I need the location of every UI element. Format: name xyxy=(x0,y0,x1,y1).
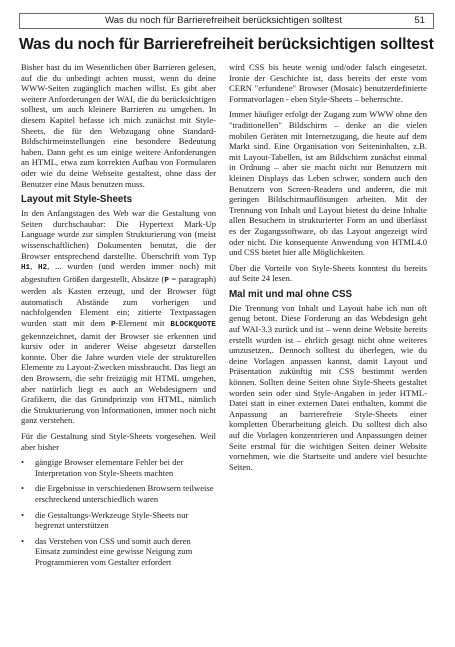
bullet-glyph: • xyxy=(21,509,25,520)
list-item-text: die Gestaltungs-Werkzeuge Style-Sheets nur begrenzt unterstützen xyxy=(35,509,189,531)
left-column xyxy=(21,62,216,573)
tag-h2: H2 xyxy=(38,264,48,273)
text-run: gekennzeichnet, damit der Browser sie erkennen und kursiv oder in anderer Weise abgesetzt darstellen konnte. Über die Jahre wurden viele der strukturellen Elemente zu Layout-Zwecken missbraucht. Das liegt an den Browsern, die sehr freizügig mit HTML umgehen, aber natürlich liegt es auch an Webdesignern und Grafikern, die das Grundprinzip von HTML, nämlich die Strukturierung von Informationen, immer noch nicht ganz verstehen. xyxy=(21,330,216,426)
list-item xyxy=(21,483,216,504)
right-column xyxy=(229,62,427,477)
section-heading-css: Mal mit und mal ohne CSS xyxy=(229,288,353,300)
list-item xyxy=(21,457,216,478)
tag-p: P xyxy=(111,321,116,330)
reference-paragraph: Über die Vorteile von Style-Sheets konntest du bereits auf Seite 24 lesen. xyxy=(229,262,427,284)
list-item-text: gängige Browser elementare Fehler bei der Interpretation von Style-Sheets machten xyxy=(35,457,184,478)
css-history-paragraph: wird CSS bis heute wenig und/oder falsch eingesetzt. Ironie der Geschichte ist, dass bereits der erste vom CERN "erfundene" Browser (Mosaic) benutzerdefinierte Formatvorlagen - eben Style-Sheets – beherrschte. xyxy=(229,62,427,104)
text-run: -Element mit xyxy=(115,318,171,329)
tag-blockquote: BLOCKQUOTE xyxy=(170,321,216,330)
bullet-glyph: • xyxy=(21,483,25,494)
text-run: , xyxy=(30,261,38,272)
list-item xyxy=(21,510,216,531)
section-heading-layout: Layout mit Style-Sheets xyxy=(21,194,133,206)
tag-h1: H1 xyxy=(21,264,31,273)
history-paragraph xyxy=(21,208,216,426)
intro-paragraph: Bisher hast du im Wesentlichen über Barrieren gelesen, auf die du unbedingt achten musst, wenn du deine WWW-Seiten zugänglich machen willst. Es gibt aber weitere Anforderungen der WAI, die du berücksichtigen solltest, um auch kleinere Barrieren zu umgehen. In diesem Kapitel befasse ich mich zunächst mit Style-Sheets, die für den Webzugang ohne Standard-Bildschirmeinstellungen eine besondere Bedeutung haben. Dann geht es um einige weitere Anforderungen an HTML, etwa zum korrekten Aufbau von Formularen oder wie du deine Webseite gestaltest, ohne dass der Benutzer eine Maus benutzen muss. xyxy=(21,62,216,189)
page-number: 51 xyxy=(414,15,425,26)
list-item xyxy=(21,536,216,568)
bullet-glyph: • xyxy=(21,535,25,546)
tag-p: P xyxy=(164,276,169,285)
text-run: In den Anfangstagen des Web war die Gestaltung von Seiten durchschaubar: Die Hypertext Mark-Up Language wurde zur simplen Strukturierung von (meist wissenschaftlichen) Dokumenten benutzt, die der Browser entsprechend darstellte. Überschrift vom Typ xyxy=(21,208,216,261)
running-header xyxy=(19,13,434,29)
separation-paragraph: Die Trennung von Inhalt und Layout habe ich nun oft genug betont. Diese Forderung an das Webdesign geht auf WAI-3.3 zurück und ist – wenn deine Website bereits erstellt wurden ist – ehrlich gesagt nicht ohne weiteres umzusetzen,. Dennoch solltest du überlegen, wie du deine Vorlagen anpassen kannst, damit Layout und Präsentation zukünftig mit CSS bestimmt werden können. Sollten deine Seiten ohne Style-Sheets gestaltet worden sein oder sind Style-Angaben in jeder HTML-Datei statt in einer externen Datei enthalten, kommt die Anpassung an barrierefreie Style-Sheets einer kompletten Überarbeitung gleich. Du solltest dich also auf die Vorlagen konzentrieren und Anpassungen deiner Seite erstmal für die wichtigen Seiten deiner Website vornehmen, wie die Startseite und andere viel besuchte Seiten. xyxy=(229,302,427,472)
list-item-text: das Verstehen von CSS und somit auch deren Einsatz zumindest eine gewisse Neigung zum Programmieren vom Gestalter erfordert xyxy=(35,535,193,567)
bullet-glyph: • xyxy=(21,457,25,468)
mobile-access-paragraph: Immer häufiger erfolgt der Zugang zum WWW ohne den "traditionellen" Bildschirm – denke an die vielen mobilen Geräten mit Internetzugang, die heute auf dem Markt sind. Eine Organisation von Seiteninhalten, z.B. mit Layout-Tabellen, ist am Bildschirm zunächst einmal in Ordnung – aber sie macht nicht nur Benutzern mit kleinen Displays das Leben schwer, sondern auch den Benutzern von Screen-Readern und anderen, die mit geringen Bildschirmauflösungen arbeiten. Mit der Trennung von Inhalt und Layout bietest du deine Inhalte allen Besuchern in strukturierter Form an und überlässt es der Zugangssoftware, ob das Layout angezeigt wird oder nicht. Die konsequente Anwendung von HTML4.0 und CSS bietet hier alle Möglichkeiten. xyxy=(229,109,427,258)
list-item-text: die Ergebnisse in verschiedenen Browsern teilweise erschreckend unterschiedlich waren xyxy=(35,483,214,504)
page-title: Was du noch für Barrierefreiheit berücksichtigen solltest xyxy=(19,36,434,53)
text-run: , ... wurden (und werden immer noch) mit abgestuften Größen dargestellt, Absätze ( xyxy=(21,261,216,284)
running-title: Was du noch für Barrierefreiheit berücksichtigen solltest xyxy=(105,15,342,26)
reason-list xyxy=(21,457,216,567)
stylesheet-intro: Für die Gestaltung sind Style-Sheets vorgesehen. Weil aber bisher xyxy=(21,431,216,452)
text-run: = paragraph) werden als Kasten erzeugt, und der Browser fügt automatisch Abstände zum vorherigen und nachfolgenden Element ein; zitierte Textpassagen wurden statt mit dem xyxy=(21,273,216,329)
